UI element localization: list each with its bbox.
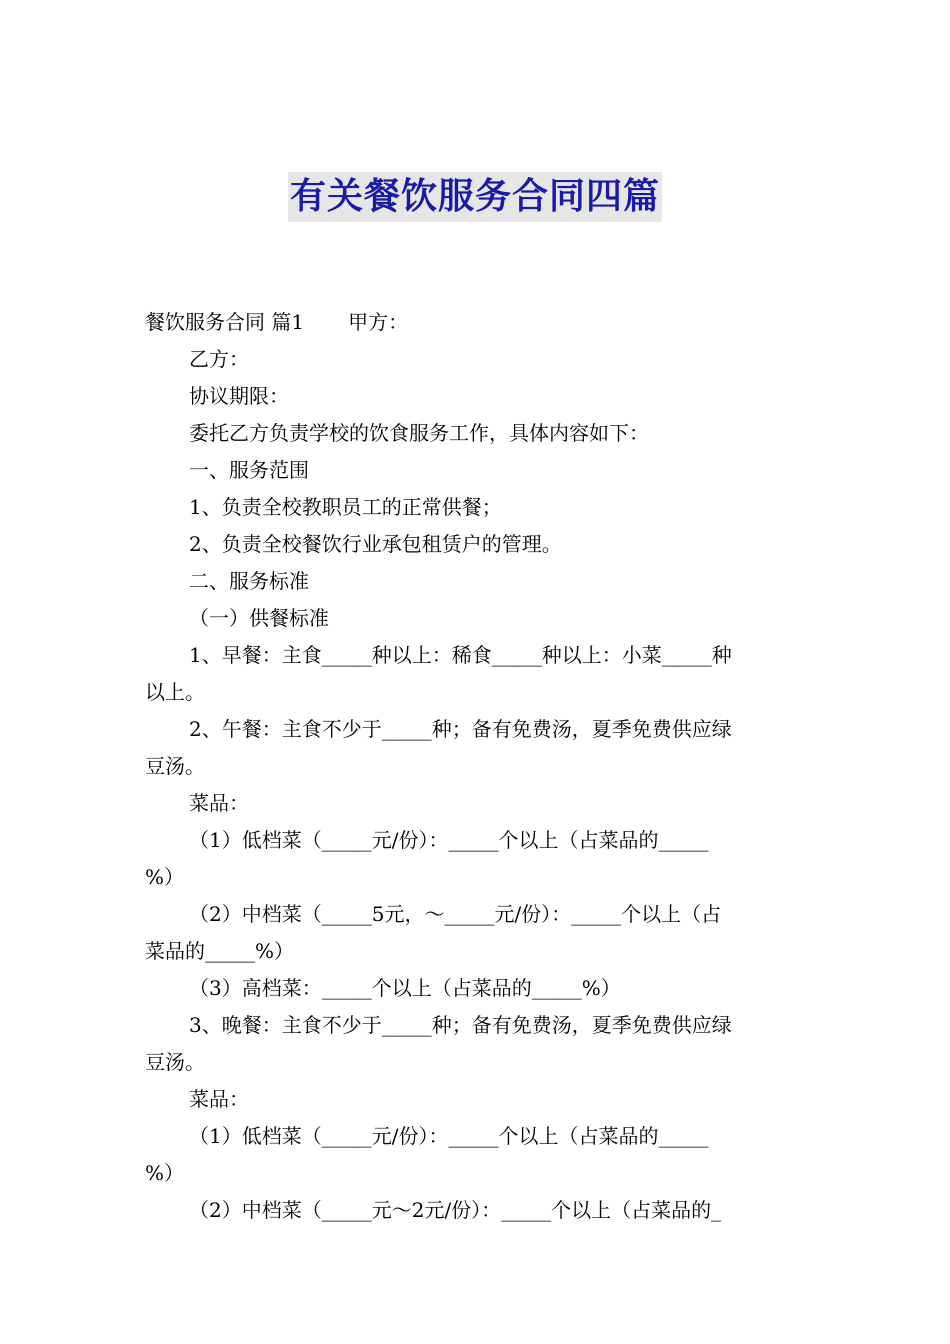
paragraph-line: 1、负责全校教职员工的正常供餐；	[189, 495, 502, 519]
paragraph-line: 菜品：	[189, 1087, 249, 1111]
paragraph-line: 3、晚餐：主食不少于_____种；备有免费汤，夏季免费供应绿	[189, 1013, 732, 1037]
paragraph-line: （1）低档菜（_____元/份）：_____个以上（占菜品的_____	[189, 1124, 709, 1148]
paragraph-line: 以上。	[145, 680, 205, 704]
first-line	[145, 304, 807, 341]
party-a-label: 甲方：	[348, 310, 409, 334]
paragraph-line: （3）高档菜：_____个以上（占菜品的_____%）	[189, 976, 621, 1000]
paragraph-line: %）	[145, 865, 185, 889]
paragraph-line: 1、早餐：主食_____种以上：稀食_____种以上：小菜_____种	[189, 643, 732, 667]
paragraph-line: 二、服务标准	[189, 569, 309, 593]
paragraph-line: 委托乙方负责学校的饮食服务工作，具体内容如下：	[189, 421, 649, 445]
paragraph-line: 协议期限：	[189, 384, 289, 408]
section-heading: 餐饮服务合同 篇1	[145, 310, 305, 334]
paragraph-line: 乙方：	[189, 347, 249, 371]
paragraph-line: （2）中档菜（_____5元，～_____元/份）：_____个以上（占	[189, 902, 722, 926]
paragraph-line: 豆汤。	[145, 1050, 205, 1074]
paragraph-line: 菜品的_____%）	[145, 939, 295, 963]
paragraph-line: 豆汤。	[145, 754, 205, 778]
paragraph-line: （一）供餐标准	[189, 606, 329, 630]
paragraph-line: （2）中档菜（_____元～2元/份）：_____个以上（占菜品的_	[189, 1198, 722, 1222]
document-title: 有关餐饮服务合同四篇	[288, 172, 662, 222]
paragraph-line: （1）低档菜（_____元/份）：_____个以上（占菜品的_____	[189, 828, 709, 852]
paragraph-line: 2、午餐：主食不少于_____种；备有免费汤，夏季免费供应绿	[189, 717, 732, 741]
document-body	[145, 304, 807, 1229]
paragraph-line: 菜品：	[189, 791, 249, 815]
paragraph-line: 2、负责全校餐饮行业承包租赁户的管理。	[189, 532, 562, 556]
paragraph-line: %）	[145, 1161, 185, 1185]
title-container	[0, 172, 950, 222]
paragraph-line: 一、服务范围	[189, 458, 309, 482]
